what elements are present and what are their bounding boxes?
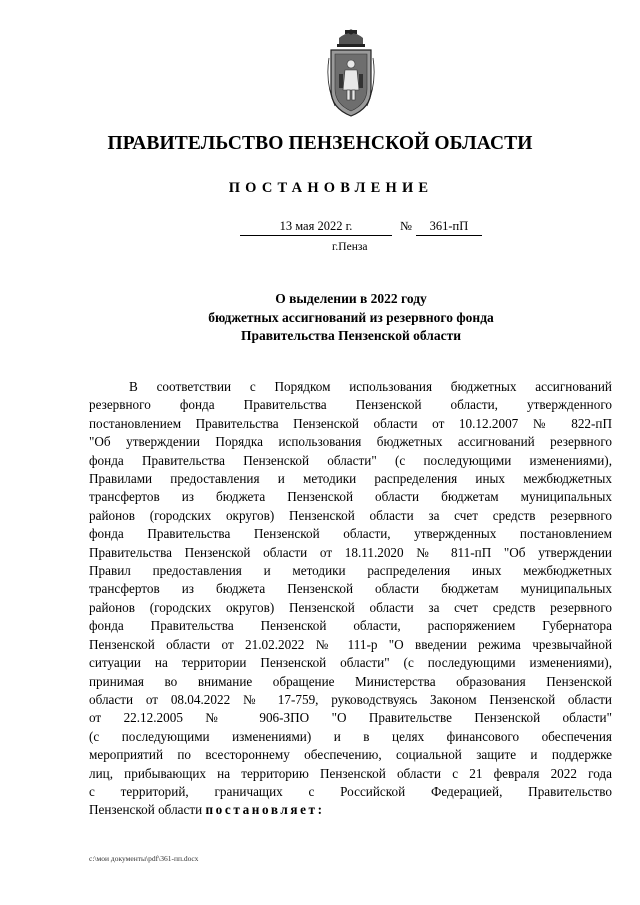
city: г.Пенза <box>332 241 368 253</box>
body-line: Правительства Пензенской области от 18.11.2020 № 811-пП "Об утверждении <box>89 544 612 560</box>
body-line: Пензенской области от 21.02.2022 № 111-р "О введении режима чрезвычайной <box>89 636 612 652</box>
body-line: В соответствии с Порядком использования бюджетных ассигнований <box>129 379 612 394</box>
penza-region-coat-of-arms-icon <box>325 28 377 120</box>
document-body <box>89 378 612 820</box>
body-line: районов (городских округов) Пензенской области за счет средств резервного <box>89 507 612 523</box>
body-line: области от 08.04.2022 № 17-759, руководствуясь Законом Пензенской области <box>89 691 612 707</box>
organization-title: ПРАВИТЕЛЬСТВО ПЕНЗЕНСКОЙ ОБЛАСТИ <box>107 133 533 154</box>
body-line: постановлением Правительства Пензенской области от 10.12.2007 № 822-пП <box>89 415 612 431</box>
subject-line: Правительства Пензенской области <box>240 328 462 343</box>
footer-file-path: c:\мои документы\pdf\361-пп.docx <box>89 854 199 863</box>
document-date: 13 мая 2022 г. <box>240 219 392 236</box>
body-line: фонда Правительства Пензенской области, распоряжением Губернатора <box>89 618 612 634</box>
body-line: Правилами предоставления и методики распределения иных межбюджетных <box>89 471 612 487</box>
number-sign: № <box>400 219 412 233</box>
resolution-keyword: постановляет: <box>205 802 325 818</box>
body-final-line <box>89 801 612 819</box>
body-line: "Об утверждении Порядка использования бюджетных ассигнований резервного <box>89 434 612 450</box>
body-line: районов (городских округов) Пензенской области за счет средств резервного <box>89 599 612 615</box>
body-final-prefix: Пензенской области <box>89 802 203 818</box>
document-number: 361-пП <box>416 219 482 236</box>
body-line: трансфертов из бюджета Пензенской области бюджетам муниципальных <box>89 489 612 505</box>
document-type: ПОСТАНОВЛЕНИЕ <box>228 180 434 196</box>
body-line: резервного фонда Правительства Пензенской области, утвержденного <box>89 397 612 413</box>
body-line: трансфертов из бюджета Пензенской области бюджетам муниципальных <box>89 581 612 597</box>
subject-line: О выделении в 2022 году <box>275 291 427 306</box>
body-line: ситуации на территории Пензенской области" (с последующими изменениями), <box>89 655 612 671</box>
date-number-line <box>240 219 482 236</box>
subject-line: бюджетных ассигнований из резервного фонда <box>208 309 494 325</box>
body-line: фонда Правительства Пензенской области, утвержденных постановлением <box>89 526 612 542</box>
body-line: лиц, прибывающих на территорию Пензенской области с 21 февраля 2022 года <box>89 765 612 781</box>
body-line: мероприятий по всестороннему обеспечению, социальной защите и поддержке <box>89 747 612 763</box>
body-line: от 22.12.2005 № 906-ЗПО "О Правительстве Пензенской области" <box>89 710 612 726</box>
document-subject <box>0 290 640 346</box>
body-line: Правил предоставления и методики распределения иных межбюджетных <box>89 563 612 579</box>
body-line: (с последующими изменениями) и в целях финансового обеспечения <box>89 728 612 744</box>
body-line: фонда Правительства Пензенской области" (с последующими изменениями), <box>89 452 612 468</box>
body-line: с территорий, граничащих с Российской Федерацией, Правительство <box>89 783 612 799</box>
body-line: принимая во внимание обращение Министерства образования Пензенской <box>89 673 612 689</box>
